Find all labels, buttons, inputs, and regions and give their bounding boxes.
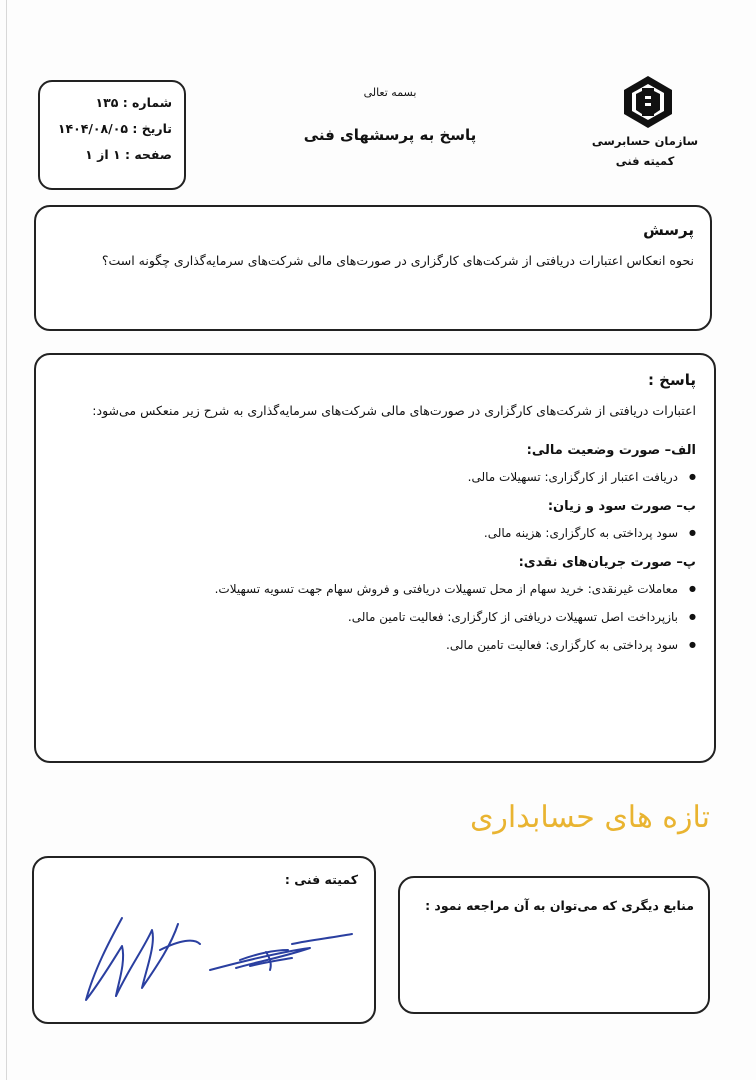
bismillah: بسمه تعالی <box>363 86 417 99</box>
list-item: ● سود پرداختی به کارگزاری: فعالیت تامین مالی. <box>54 631 696 659</box>
section-cash-flow-title: پ– صورت جریان‌های نقدی: <box>518 555 696 570</box>
letter-date: تاریخ : ۱۴۰۴/۰۸/۰۵ <box>57 121 172 136</box>
signature-image <box>60 900 360 1010</box>
section-income-statement-list <box>54 519 696 547</box>
audit-organization-logo-icon <box>620 74 676 130</box>
letter-number: شماره : ۱۳۵ <box>95 95 172 110</box>
list-item: ● معاملات غیرنقدی: خرید سهام از محل تسهیلات دریافتی و فروش سهام جهت تسویه تسهیلات. <box>54 575 696 603</box>
org-name: سازمان حسابرسی <box>591 134 699 148</box>
answer-box <box>34 353 716 763</box>
letter-meta-box <box>38 80 186 190</box>
sources-box <box>398 876 710 1014</box>
watermark-text: تازه های حسابداری <box>469 800 710 835</box>
list-item: ● سود پرداختی به کارگزاری: هزینه مالی. <box>54 519 696 547</box>
letter-page: صفحه : ۱ از ۱ <box>85 147 172 162</box>
question-text: نحوه انعکاس اعتبارات دریافتی از شرکت‌های کارگزاری در صورت‌های مالی شرکت‌های سرمایه‌گذاری چگونه است؟ <box>101 253 694 268</box>
section-balance-sheet-title: الف– صورت وضعیت مالی: <box>526 443 696 458</box>
org-subtitle: کمیته فنی <box>615 154 675 168</box>
committee-label: کمیته فنی : <box>284 872 358 887</box>
sources-label: منابع دیگری که می‌توان به آن مراجعه نمود : <box>425 898 694 913</box>
answer-heading: پاسخ : <box>647 371 696 389</box>
list-item: ● بازپرداخت اصل تسهیلات دریافتی از کارگزاری: فعالیت تامین مالی. <box>54 603 696 631</box>
section-balance-sheet-list <box>54 463 696 491</box>
page-title: پاسخ به پرسشهای فنی <box>303 126 477 144</box>
scan-edge-line <box>6 0 7 1080</box>
question-heading: پرسش <box>643 221 694 239</box>
answer-intro: اعتبارات دریافتی از شرکت‌های کارگزاری در صورت‌های مالی شرکت‌های سرمایه‌گذاری به شرح زیر منعکس می‌شود: <box>92 403 696 418</box>
question-box <box>34 205 712 331</box>
section-cash-flow-list <box>54 575 696 659</box>
section-income-statement-title: ب– صورت سود و زیان: <box>547 499 696 514</box>
list-item: ● دریافت اعتبار از کارگزاری: تسهیلات مالی. <box>54 463 696 491</box>
